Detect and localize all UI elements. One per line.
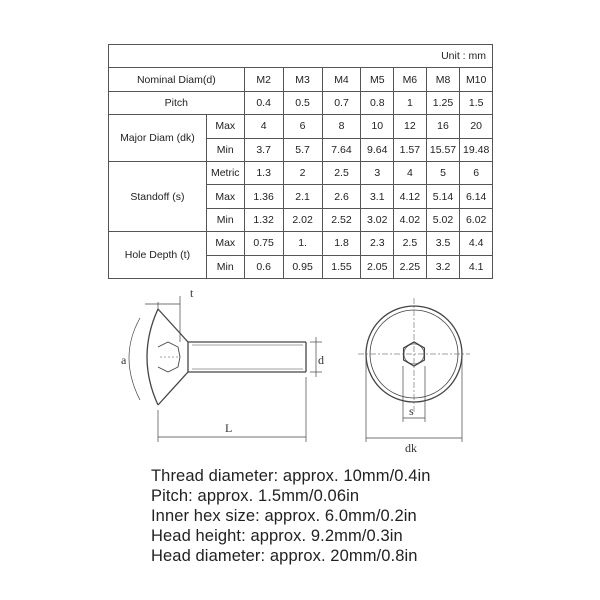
pitch-cell: 0.8 xyxy=(361,91,394,114)
standoff-min-cell: 6.02 xyxy=(460,208,493,231)
hole-max-label: Max xyxy=(206,232,244,255)
pitch-cell: 1.25 xyxy=(426,91,460,114)
major-max-cell: 4 xyxy=(244,115,283,138)
pitch-cell: 0.5 xyxy=(283,91,322,114)
pitch-cell: 0.4 xyxy=(244,91,283,114)
hole-max-cell: 1.8 xyxy=(322,232,361,255)
standoff-max-cell: 2.6 xyxy=(322,185,361,208)
standoff-metric-cell: 2.5 xyxy=(322,161,361,184)
nominal-row xyxy=(109,68,493,91)
hole-max-cell: 2.5 xyxy=(394,232,427,255)
unit-row xyxy=(109,45,493,68)
major-max-label: Max xyxy=(206,115,244,138)
hole-max-row xyxy=(109,232,493,255)
pitch-text: Pitch: approx. 1.5mm/0.06in xyxy=(151,487,360,505)
head-cone-top xyxy=(158,309,188,342)
standoff-metric-label: Metric xyxy=(206,161,244,184)
nominal-label: Nominal Diam(d) xyxy=(109,68,245,91)
hole-min-cell: 4.1 xyxy=(460,255,493,278)
pitch-label: Pitch xyxy=(109,91,245,114)
size-cell: M8 xyxy=(426,68,460,91)
hole-min-cell: 2.25 xyxy=(394,255,427,278)
standoff-metric-cell: 5 xyxy=(426,161,460,184)
major-min-cell: 5.7 xyxy=(283,138,322,161)
standoff-max-cell: 3.1 xyxy=(361,185,394,208)
pitch-row xyxy=(109,91,493,114)
standoff-max-cell: 2.1 xyxy=(283,185,322,208)
size-cell: M5 xyxy=(361,68,394,91)
standoff-metric-cell: 4 xyxy=(394,161,427,184)
major-min-cell: 7.64 xyxy=(322,138,361,161)
pitch-cell: 1.5 xyxy=(460,91,493,114)
label-d: d xyxy=(318,353,324,367)
head-arc xyxy=(147,309,158,405)
label-s: s xyxy=(409,404,414,418)
hole-max-cell: 1. xyxy=(283,232,322,255)
size-cell: M3 xyxy=(283,68,322,91)
front-view-drawing xyxy=(358,298,470,442)
standoff-min-cell: 2.52 xyxy=(322,208,361,231)
label-L: L xyxy=(225,421,233,435)
hole-max-cell: 4.4 xyxy=(460,232,493,255)
major-min-cell: 9.64 xyxy=(361,138,394,161)
screw-drawings xyxy=(100,282,500,457)
specification-table xyxy=(108,44,493,278)
standoff-min-cell: 4.02 xyxy=(394,208,427,231)
head-cone-bottom xyxy=(158,372,188,405)
standoff-min-cell: 2.02 xyxy=(283,208,322,231)
standoff-metric-cell: 3 xyxy=(361,161,394,184)
major-min-cell: 1.57 xyxy=(394,138,427,161)
hole-min-cell: 0.6 xyxy=(244,255,283,278)
size-cell: M2 xyxy=(244,68,283,91)
major-diam-label: Major Diam (dk) xyxy=(109,115,207,162)
standoff-label: Standoff (s) xyxy=(109,161,207,231)
major-max-cell: 6 xyxy=(283,115,322,138)
major-max-cell: 16 xyxy=(426,115,460,138)
major-max-cell: 10 xyxy=(361,115,394,138)
unit-label: Unit : mm xyxy=(109,45,493,68)
standoff-min-cell: 1.32 xyxy=(244,208,283,231)
size-cell: M4 xyxy=(322,68,361,91)
hole-max-cell: 2.3 xyxy=(361,232,394,255)
major-max-cell: 20 xyxy=(460,115,493,138)
label-dk: dk xyxy=(405,441,417,455)
standoff-max-cell: 1.36 xyxy=(244,185,283,208)
label-a: a xyxy=(121,353,127,367)
technical-drawing xyxy=(100,282,500,457)
major-max-row xyxy=(109,115,493,138)
size-cell: M10 xyxy=(460,68,493,91)
hole-min-cell: 0.95 xyxy=(283,255,322,278)
label-t: t xyxy=(190,286,194,300)
pitch-cell: 0.7 xyxy=(322,91,361,114)
head-diameter-text: Head diameter: approx. 20mm/0.8in xyxy=(151,547,418,565)
standoff-min-cell: 3.02 xyxy=(361,208,394,231)
standoff-metric-cell: 1.3 xyxy=(244,161,283,184)
spec-table-grid xyxy=(108,44,493,279)
thread-diameter-text: Thread diameter: approx. 10mm/0.4in xyxy=(151,467,431,485)
major-min-cell: 3.7 xyxy=(244,138,283,161)
inner-hex-size-text: Inner hex size: approx. 6.0mm/0.2in xyxy=(151,507,417,525)
major-min-cell: 15.57 xyxy=(426,138,460,161)
major-max-cell: 8 xyxy=(322,115,361,138)
standoff-max-cell: 5.14 xyxy=(426,185,460,208)
standoff-min-cell: 5.02 xyxy=(426,208,460,231)
hole-min-label: Min xyxy=(206,255,244,278)
standoff-max-cell: 6.14 xyxy=(460,185,493,208)
standoff-metric-row xyxy=(109,161,493,184)
hole-max-cell: 0.75 xyxy=(244,232,283,255)
hole-min-cell: 2.05 xyxy=(361,255,394,278)
standoff-metric-cell: 2 xyxy=(283,161,322,184)
standoff-min-label: Min xyxy=(206,208,244,231)
hole-min-cell: 3.2 xyxy=(426,255,460,278)
size-cell: M6 xyxy=(394,68,427,91)
head-height-text: Head height: approx. 9.2mm/0.3in xyxy=(151,527,403,545)
hole-max-cell: 3.5 xyxy=(426,232,460,255)
specification-description xyxy=(151,466,591,566)
major-max-cell: 12 xyxy=(394,115,427,138)
hole-depth-label: Hole Depth (t) xyxy=(109,232,207,279)
major-min-label: Min xyxy=(206,138,244,161)
hole-min-cell: 1.55 xyxy=(322,255,361,278)
pitch-cell: 1 xyxy=(394,91,427,114)
standoff-max-cell: 4.12 xyxy=(394,185,427,208)
standoff-max-label: Max xyxy=(206,185,244,208)
standoff-metric-cell: 6 xyxy=(460,161,493,184)
a-angle-arc xyxy=(129,318,140,400)
major-min-cell: 19.48 xyxy=(460,138,493,161)
